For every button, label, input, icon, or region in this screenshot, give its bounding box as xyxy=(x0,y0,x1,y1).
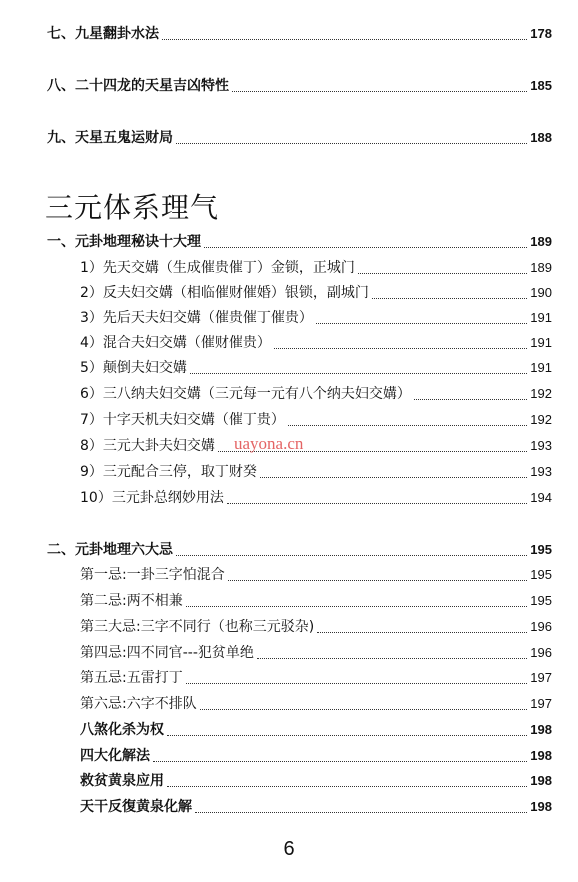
toc-chapter-title: 一、元卦地理秘诀十大理 xyxy=(47,234,201,250)
toc-item[interactable] xyxy=(0,589,578,613)
leader-dots xyxy=(317,631,527,633)
toc-item[interactable] xyxy=(0,795,578,819)
toc-chapter[interactable] xyxy=(0,538,578,562)
leader-dots xyxy=(358,272,527,274)
toc-item[interactable] xyxy=(0,692,578,716)
toc-item-page: 192 xyxy=(530,386,552,401)
toc-item-title: 天干反復黄泉化解 xyxy=(80,799,192,815)
watermark: uayona.cn xyxy=(234,434,304,453)
toc-item-title: 5）颠倒夫妇交媾 xyxy=(80,360,187,376)
leader-dots xyxy=(162,38,527,40)
leader-dots xyxy=(190,372,527,374)
toc-chapter-title: 二、元卦地理六大忌 xyxy=(47,542,173,558)
toc-item-title: 10）三元卦总纲妙用法 xyxy=(80,490,224,506)
toc-item-page: 191 xyxy=(530,360,552,375)
leader-dots xyxy=(200,708,528,710)
toc-item-title: 四大化解法 xyxy=(80,748,150,764)
toc-entry-title: 八、二十四龙的天星吉凶特性 xyxy=(47,78,229,94)
toc-item[interactable] xyxy=(0,666,578,690)
toc-item-page: 198 xyxy=(530,773,552,788)
toc-item-title: 3）先后天夫妇交媾（催贵催丁催贵） xyxy=(80,310,313,326)
toc-item-title: 第二忌:两不相兼 xyxy=(80,593,183,609)
toc-item-title: 第六忌:六字不排队 xyxy=(80,696,197,712)
toc-item-page: 190 xyxy=(530,285,552,300)
toc-item[interactable] xyxy=(0,744,578,768)
leader-dots xyxy=(167,734,527,736)
leader-dots xyxy=(274,347,527,349)
toc-item-title: 4）混合夫妇交媾（催财催贵） xyxy=(80,335,271,351)
leader-dots xyxy=(232,90,527,92)
toc-item[interactable] xyxy=(0,486,578,510)
leader-dots xyxy=(195,811,527,813)
toc-item-title: 八煞化杀为权 xyxy=(80,722,164,738)
leader-dots xyxy=(257,657,527,659)
toc-item-title: 2）反夫妇交媾（相临催财催婚）银锁，副城门 xyxy=(80,285,369,301)
toc-item[interactable] xyxy=(0,641,578,665)
toc-item-page: 198 xyxy=(530,799,552,814)
toc-chapter-page: 189 xyxy=(530,234,552,249)
leader-dots xyxy=(186,605,528,607)
toc-item-title: 1）先天交媾（生成催贵催丁）金锁，正城门 xyxy=(80,260,355,276)
leader-dots xyxy=(228,579,528,581)
toc-item[interactable] xyxy=(0,331,578,355)
toc-item-title: 第五忌:五雷打丁 xyxy=(80,670,183,686)
leader-dots xyxy=(176,142,527,144)
toc-item-page: 194 xyxy=(530,490,552,505)
toc-item-title: 第一忌:一卦三字怕混合 xyxy=(80,567,225,583)
toc-item-page: 198 xyxy=(530,748,552,763)
toc-entry-page: 185 xyxy=(530,78,552,93)
toc-item-page: 197 xyxy=(530,696,552,711)
toc-entry-title: 七、九星翻卦水法 xyxy=(47,26,159,42)
toc-entry[interactable] xyxy=(0,22,578,46)
toc-entry[interactable] xyxy=(0,74,578,98)
leader-dots xyxy=(153,760,527,762)
toc-item[interactable] xyxy=(0,356,578,380)
section-title: 三元体系理气 xyxy=(45,191,220,224)
toc-item-page: 196 xyxy=(530,619,552,634)
toc-item-page: 193 xyxy=(530,438,552,453)
toc-item-title: 第四忌:四不同官---犯贫单绝 xyxy=(80,645,254,661)
toc-item-title: 救贫黄泉应用 xyxy=(80,773,164,789)
toc-item-page: 197 xyxy=(530,670,552,685)
leader-dots xyxy=(316,322,527,324)
page-number: 6 xyxy=(283,838,295,860)
toc-item-page: 191 xyxy=(530,335,552,350)
leader-dots xyxy=(372,297,527,299)
leader-dots xyxy=(176,554,527,556)
toc-item[interactable] xyxy=(0,382,578,406)
toc-item[interactable] xyxy=(0,408,578,432)
toc-item[interactable] xyxy=(0,306,578,330)
toc-entry-page: 188 xyxy=(530,130,552,145)
toc-item-page: 196 xyxy=(530,645,552,660)
toc-item-title: 9）三元配合三停，取丁财癸 xyxy=(80,464,257,480)
toc-item[interactable] xyxy=(0,281,578,305)
leader-dots xyxy=(414,398,527,400)
leader-dots xyxy=(167,785,527,787)
toc-item[interactable] xyxy=(0,460,578,484)
toc-chapter-page: 195 xyxy=(530,542,552,557)
toc-item-page: 189 xyxy=(530,260,552,275)
toc-item-title: 第三大忌:三字不同行（也称三元驳杂) xyxy=(80,619,315,635)
toc-item-page: 195 xyxy=(530,567,552,582)
toc-item-title: 6）三八纳夫妇交媾（三元每一元有八个纳夫妇交媾） xyxy=(80,386,411,402)
leader-dots xyxy=(227,502,527,504)
toc-chapter[interactable] xyxy=(0,230,578,254)
toc-item-page: 192 xyxy=(530,412,552,427)
toc-item[interactable] xyxy=(0,615,578,639)
toc-item-title: 7）十字天机夫妇交媾（催丁贵） xyxy=(80,412,285,428)
toc-item-title: 8）三元大卦夫妇交媾 xyxy=(80,438,215,454)
toc-item[interactable] xyxy=(0,563,578,587)
toc-entry[interactable] xyxy=(0,126,578,150)
toc-item-page: 191 xyxy=(530,310,552,325)
toc-item[interactable] xyxy=(0,256,578,280)
toc-entry-page: 178 xyxy=(530,26,552,41)
leader-dots xyxy=(288,424,527,426)
toc-item[interactable] xyxy=(0,718,578,742)
toc-item-page: 195 xyxy=(530,593,552,608)
toc-entry-title: 九、天星五鬼运财局 xyxy=(47,130,173,146)
toc-item-page: 198 xyxy=(530,722,552,737)
toc-item[interactable] xyxy=(0,769,578,793)
leader-dots xyxy=(186,682,528,684)
leader-dots xyxy=(204,246,527,248)
leader-dots xyxy=(260,476,527,478)
toc-item-page: 193 xyxy=(530,464,552,479)
